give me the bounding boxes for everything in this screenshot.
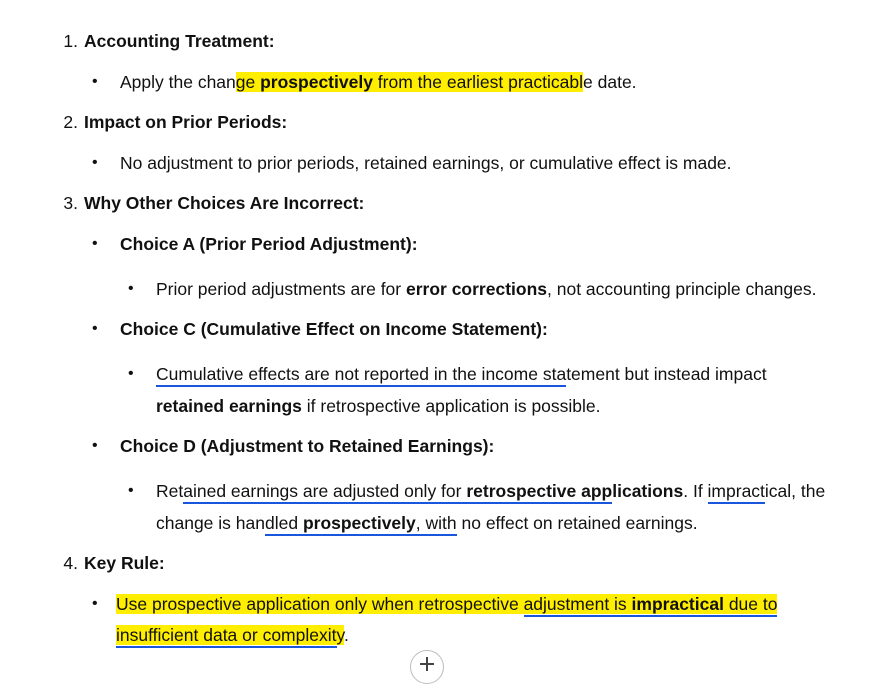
- choice-a-title: Choice A (Prior Period Adjustment):: [120, 234, 418, 254]
- underline-segment: [183, 481, 612, 504]
- text-segment: no effect on retained earnings.: [456, 513, 698, 533]
- key-rule-text-line1: [116, 592, 777, 616]
- bold-retained-earnings: retained earnings: [156, 396, 302, 416]
- text-segment: Ret: [156, 481, 184, 501]
- bold-retrospective: retrospective app: [466, 481, 613, 501]
- bullet-glyph: •: [92, 320, 98, 337]
- text-segment: ical, the: [764, 481, 826, 501]
- text-segment: , not accounting principle changes.: [547, 279, 817, 299]
- text-segment: ge: [235, 72, 261, 92]
- bullet-glyph: •: [92, 235, 98, 252]
- bullet-glyph: •: [92, 154, 98, 171]
- choice-d-text-line1: [156, 479, 825, 503]
- underline-segment: [265, 513, 457, 536]
- heading-impact-prior-periods: Impact on Prior Periods:: [84, 112, 288, 132]
- highlight: [116, 594, 777, 614]
- list-number-2: 2.: [63, 112, 78, 132]
- list-number-4: 4.: [63, 553, 78, 573]
- choice-c-text-line2: [156, 394, 601, 418]
- text-segment: .: [343, 625, 349, 645]
- text-segment: Prior period adjustments are for: [156, 279, 406, 299]
- choice-a-text: [156, 277, 817, 301]
- bold-prospectively: prospectively: [260, 72, 373, 92]
- text-segment: Apply the chan: [120, 72, 236, 92]
- bold-prospectively: prospectively: [302, 513, 416, 533]
- highlight: [236, 72, 583, 92]
- underline-segment: impract: [708, 481, 765, 504]
- bold-error-corrections: error corrections: [405, 279, 548, 299]
- heading-why-other-choices: Why Other Choices Are Incorrect:: [84, 193, 365, 213]
- text-segment: dled: [264, 513, 303, 533]
- heading-accounting-treatment: Accounting Treatment:: [84, 31, 275, 51]
- choice-d-title: Choice D (Adjustment to Retained Earnings):: [120, 436, 495, 456]
- crosshair-cursor-icon[interactable]: [410, 650, 444, 684]
- bold-applications: lications: [612, 481, 684, 501]
- text-segment: if retrospective application is possible.: [301, 396, 601, 416]
- text-segment: due to: [723, 594, 778, 614]
- bullet-glyph: •: [128, 365, 134, 382]
- text-segment: y: [336, 625, 344, 645]
- bullet-glyph: •: [92, 73, 98, 90]
- text-segment: adjustment is: [523, 594, 632, 614]
- text-segment: ained earnings are adjusted only for: [183, 481, 467, 501]
- choice-c-text-line1: [156, 362, 767, 386]
- underline-segment: Cumulative effects are not reported in the income sta: [156, 364, 566, 387]
- key-rule-text-line2: [116, 623, 349, 647]
- text-segment: from the earliest practicabl: [372, 72, 584, 92]
- bold-impractical: impractical: [631, 594, 724, 614]
- choice-d-text-line2: [156, 511, 698, 535]
- text-segment: , with: [415, 513, 457, 533]
- bullet-glyph: •: [128, 482, 134, 499]
- list-number-3: 3.: [63, 193, 78, 213]
- text-segment: e date.: [583, 72, 637, 92]
- heading-key-rule: Key Rule:: [84, 553, 165, 573]
- text-accounting-treatment: [120, 70, 637, 94]
- list-number-1: 1.: [63, 31, 78, 51]
- bullet-glyph: •: [92, 437, 98, 454]
- text-segment: change is han: [156, 513, 265, 533]
- text-impact-prior-periods: No adjustment to prior periods, retained earnings, or cumulative effect is made.: [120, 153, 732, 173]
- choice-c-title: Choice C (Cumulative Effect on Income Statement):: [120, 319, 548, 339]
- text-segment: . If: [683, 481, 708, 501]
- underline-segment: [524, 594, 778, 617]
- text-segment: Use prospective application only when retrospective: [116, 594, 524, 614]
- underline-segment: insufficient data or complexit: [116, 625, 337, 648]
- bullet-glyph: •: [92, 595, 98, 612]
- text-segment: tement but instead impact: [566, 364, 767, 384]
- bullet-glyph: •: [128, 280, 134, 297]
- highlight: [116, 625, 344, 645]
